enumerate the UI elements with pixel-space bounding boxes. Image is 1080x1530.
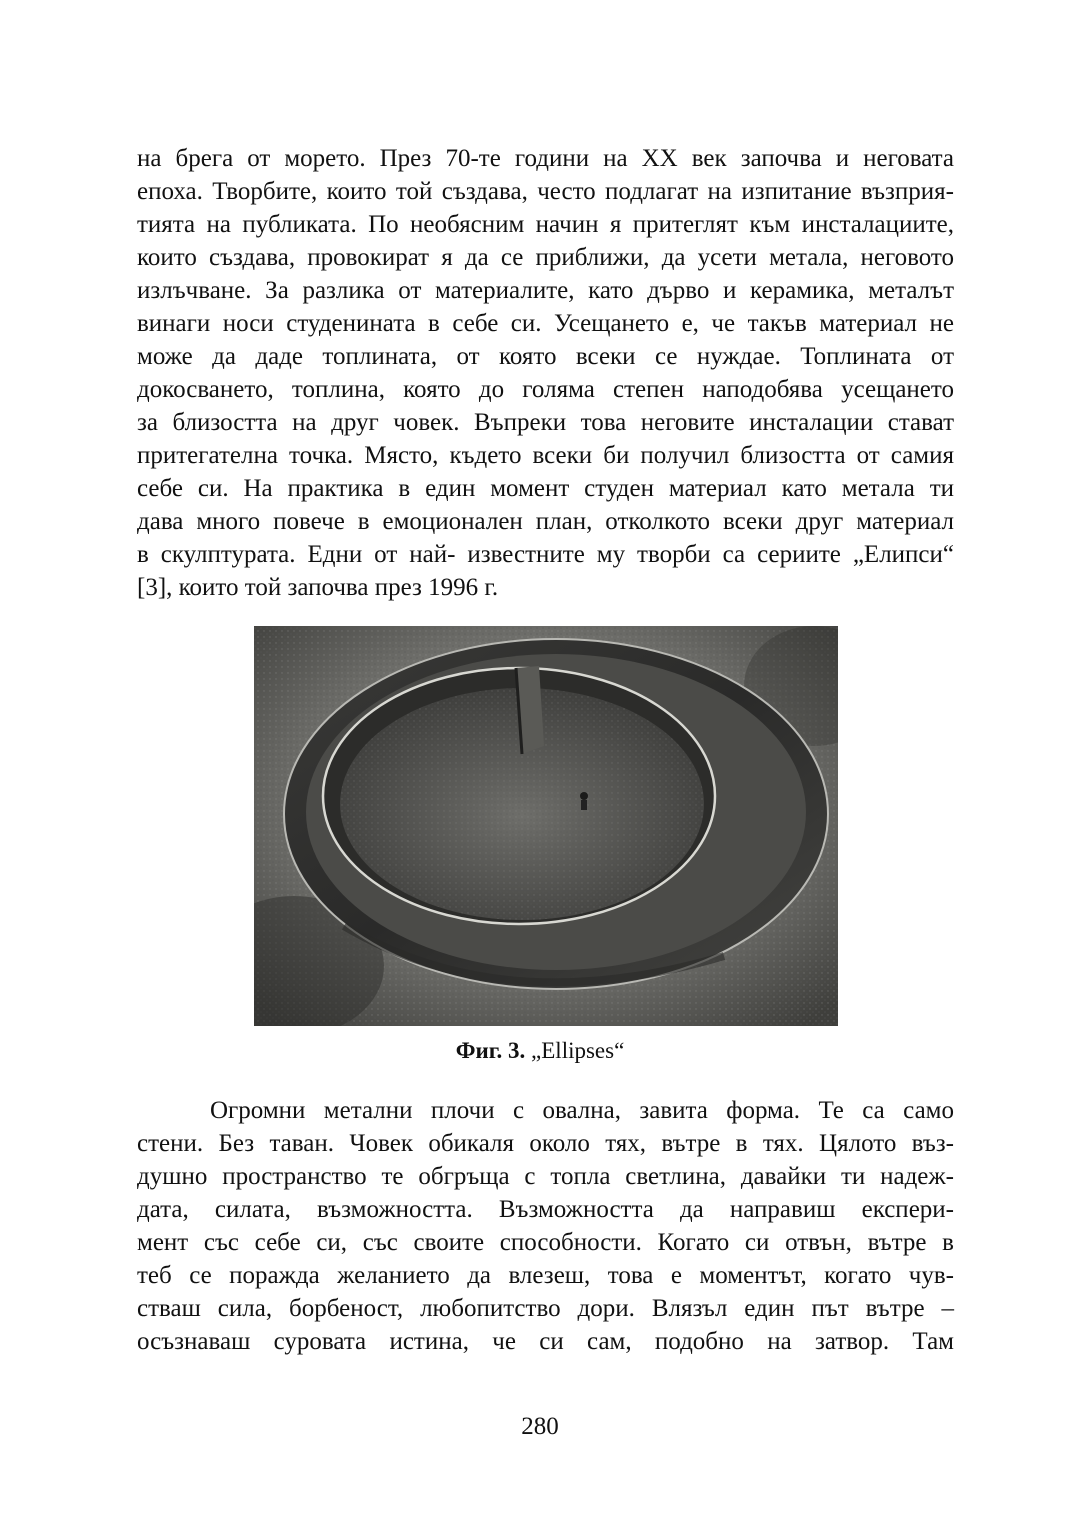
text-line: може да даде топлината, от която всеки се нуждае. Топлината от — [137, 343, 954, 370]
text-line: мент със себе си, със своите способности. Когато си отвън, вътре в — [137, 1229, 954, 1256]
text-line: дата, силата, възможността. Възможността да направиш експери- — [137, 1196, 954, 1223]
text-line: за близостта на друг човек. Въпреки това неговите инсталации стават — [137, 409, 954, 436]
text-line: винаги носи студенината в себе си. Усещането е, че такъв материал не — [137, 310, 954, 337]
text-line: притегателна точка. Място, където всеки би получил близостта от самия — [137, 442, 954, 469]
text-line: осъзнаваш суровата истина, че си сам, подобно на затвор. Там — [137, 1328, 954, 1355]
person-figure — [580, 792, 588, 800]
text-line: на брега от морето. През 70-те години на XX век започва и неговата — [137, 145, 954, 172]
figure-caption-title: „Ellipses“ — [525, 1038, 625, 1063]
text-line: Огромни метални плочи с овална, завита форма. Те са само — [210, 1097, 954, 1124]
figure-caption-label: Фиг. 3. — [455, 1038, 526, 1063]
text-line: епоха. Творбите, които той създава, често подлагат на изпитание възприя- — [137, 178, 954, 205]
figure-ellipses-photo — [254, 626, 838, 1026]
text-line: стени. Без таван. Човек обикаля около тях, вътре в тях. Цялото въз- — [137, 1130, 954, 1157]
text-line: теб се поражда желанието да влезеш, това е моментът, когато чув- — [137, 1262, 954, 1289]
text-line: тията на публиката. По необясним начин я притеглят към инсталациите, — [137, 211, 954, 238]
ellipses-photo-illustration — [254, 626, 838, 1026]
text-line: себе си. На практика в един момент студен материал като метала ти — [137, 475, 954, 502]
text-line: излъчване. За разлика от материалите, като дърво и керамика, металът — [137, 277, 954, 304]
text-line: душно пространство те обгръща с топла светлина, давайки ти надеж- — [137, 1163, 954, 1190]
text-line: в скулптурата. Едни от най- известните му творби са сериите „Елипси“ — [137, 541, 954, 568]
figure-caption — [0, 1036, 1080, 1066]
text-line: които създава, провокират я да се приближи, да усети метала, неговото — [137, 244, 954, 271]
text-line: [3], които той започва през 1996 г. — [137, 574, 499, 601]
text-line: стваш сила, борбеност, любопитство дори. Влязъл един път вътре – — [137, 1295, 954, 1322]
text-line: дава много повече в емоционален план, отколкото всеки друг материал — [137, 508, 954, 535]
text-line: докосването, топлина, която до голяма степен наподобява усещането — [137, 376, 954, 403]
page-number: 280 — [521, 1413, 559, 1440]
